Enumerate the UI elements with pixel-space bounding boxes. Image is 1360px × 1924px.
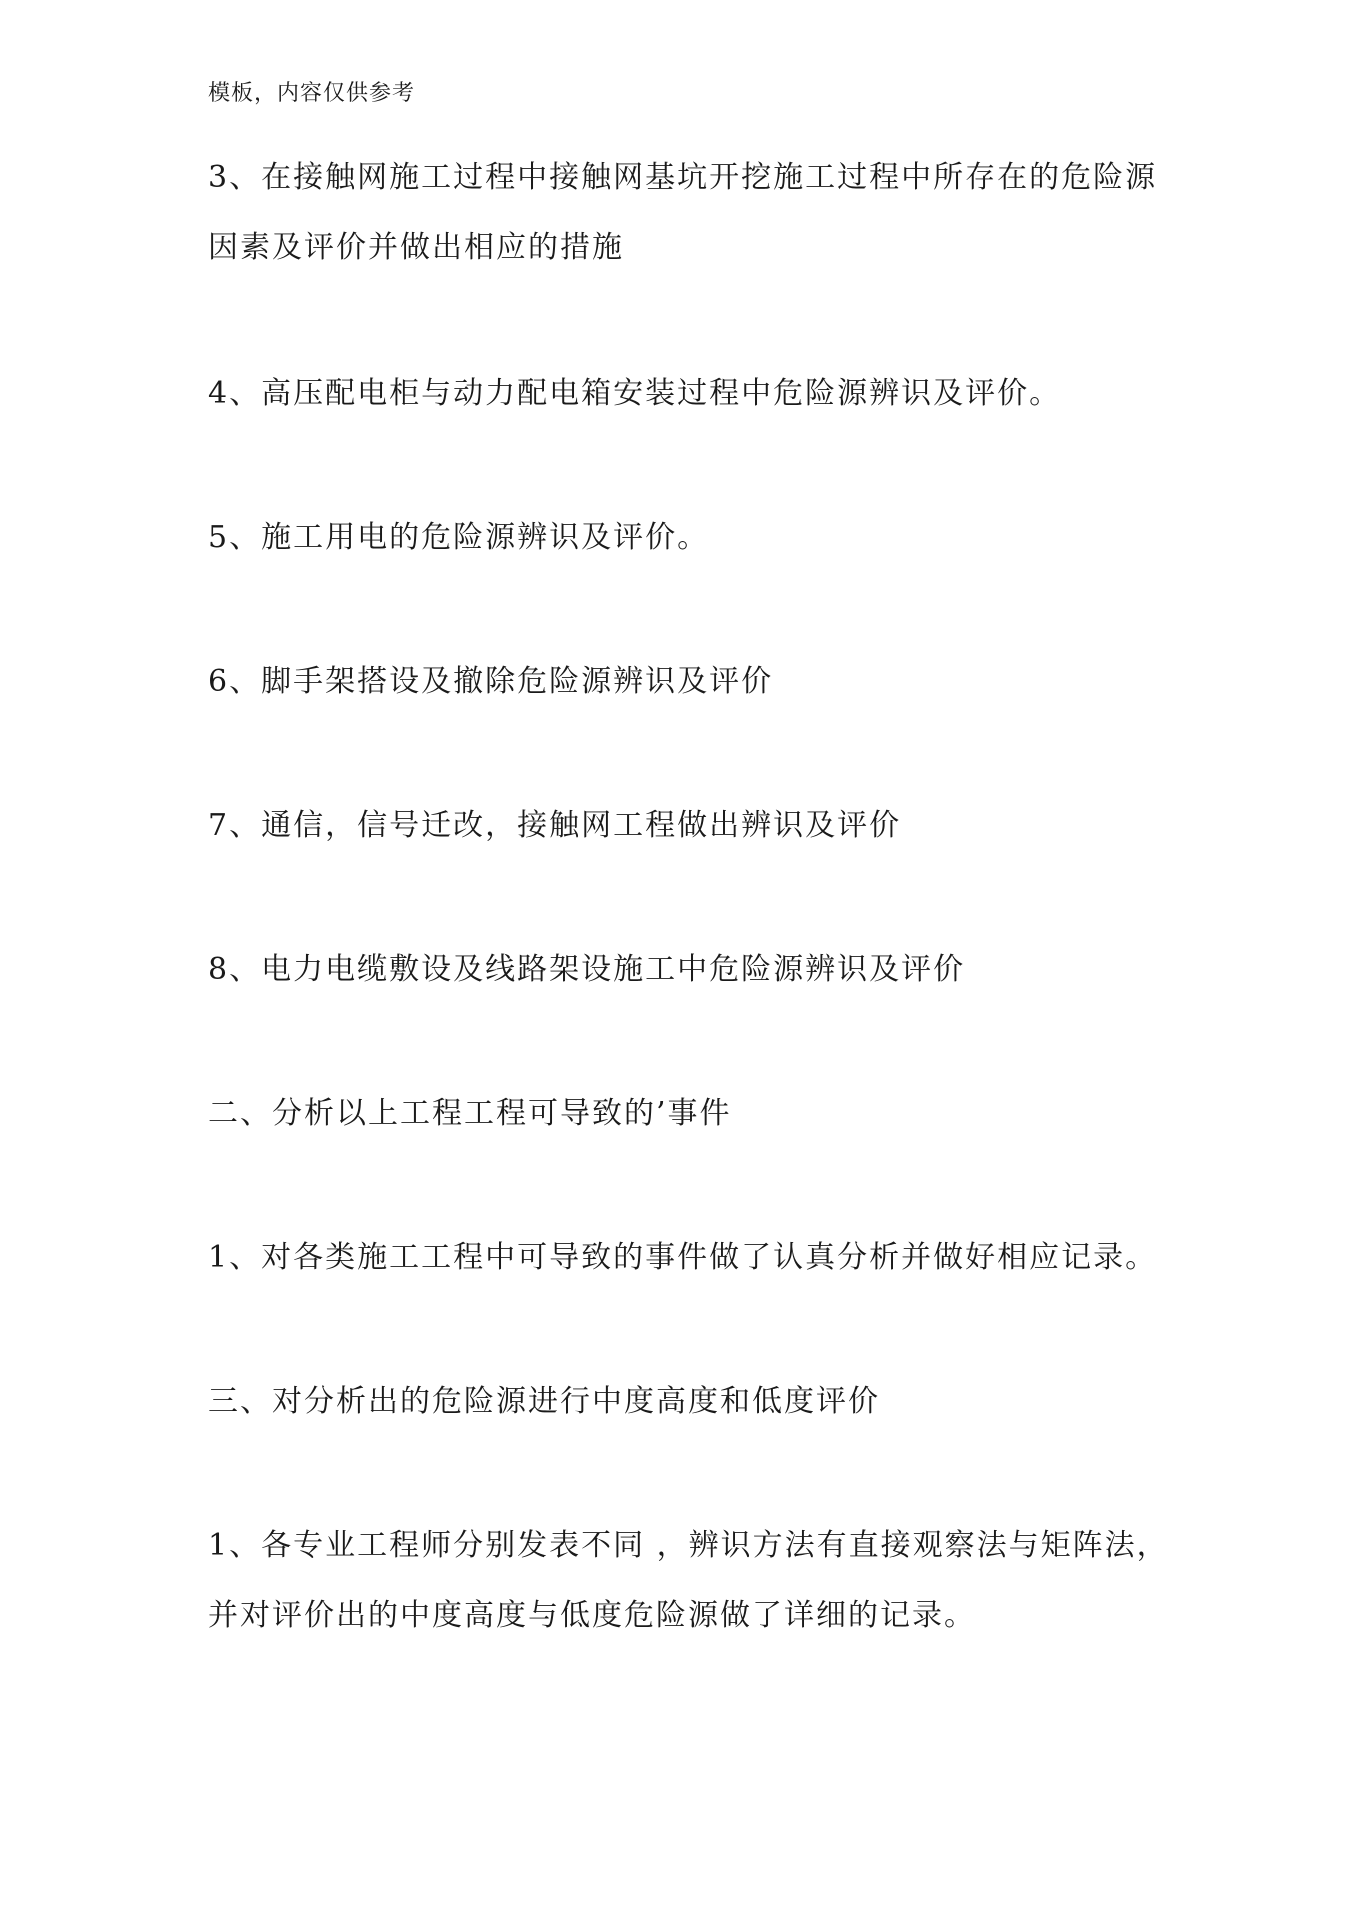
paragraph-item-8: 8、电力电缆敷设及线路架设施工中危险源辨识及评价	[208, 952, 966, 987]
paragraph-item-3-line-1: 3、在接触网施工过程中接触网基坑开挖施工过程中所存在的危险源	[208, 160, 1158, 195]
paragraph-item-5: 5、施工用电的危险源辨识及评价。	[208, 520, 710, 555]
section-heading-2: 二、分析以上工程工程可导致的’事件	[208, 1096, 732, 1131]
paragraph-item-3-line-2: 因素及评价并做出相应的措施	[208, 230, 624, 265]
paragraph-item-4: 4、高压配电柜与动力配电箱安装过程中危险源辨识及评价。	[208, 376, 1062, 411]
paragraph-section-2-item-1: 1、对各类施工工程中可导致的事件做了认真分析并做好相应记录。	[208, 1240, 1158, 1275]
paragraph-item-6: 6、脚手架搭设及撤除危险源辨识及评价	[208, 664, 774, 699]
paragraph-item-7: 7、通信，信号迁改，接触网工程做出辨识及评价	[208, 808, 902, 843]
paragraph-section-3-item-1-line-2: 并对评价出的中度高度与低度危险源做了详细的记录。	[208, 1598, 976, 1633]
paragraph-section-3-item-1-line-1: 1、各专业工程师分别发表不同 ，辨识方法有直接观察法与矩阵法，	[208, 1528, 1169, 1563]
header-note: 模板，内容仅供参考	[208, 81, 416, 106]
section-heading-3: 三、对分析出的危险源进行中度高度和低度评价	[208, 1384, 880, 1419]
